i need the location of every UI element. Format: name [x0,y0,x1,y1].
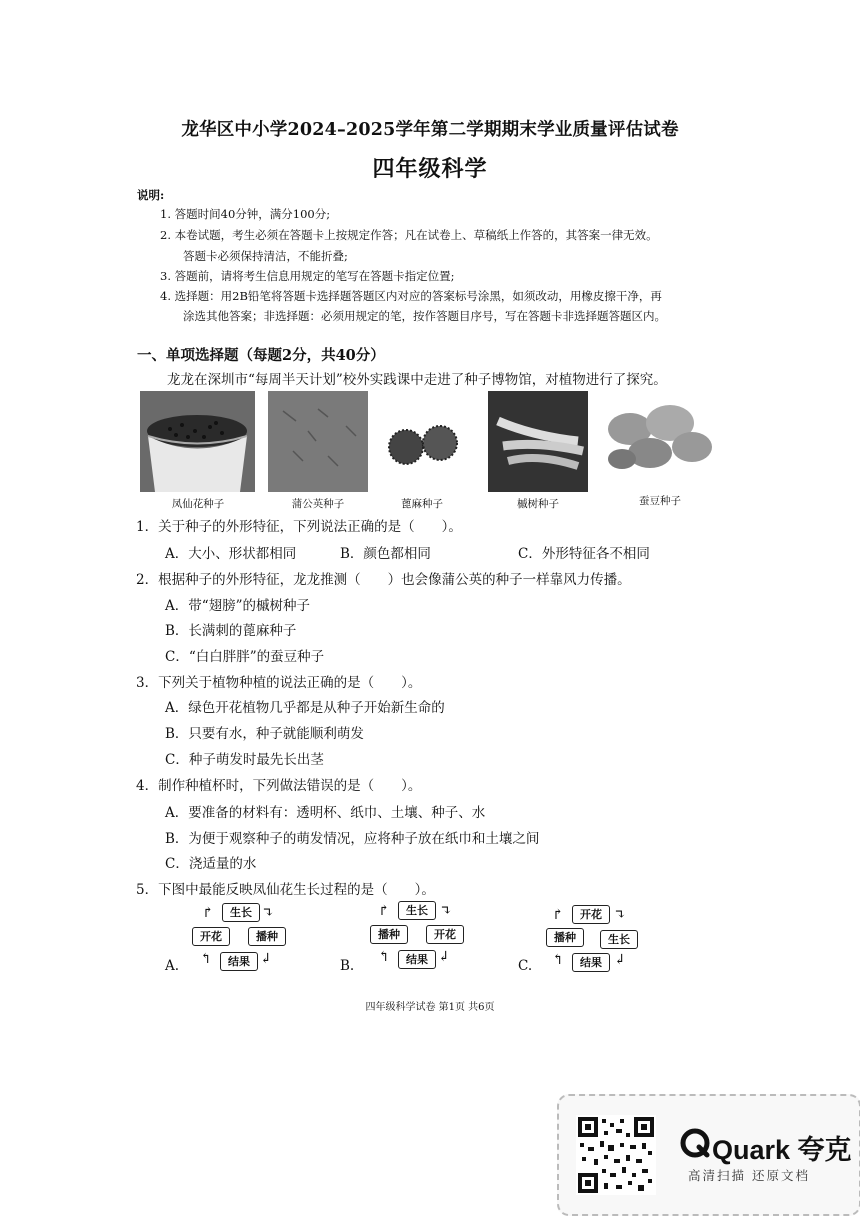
quark-brand: Quark 夸克 [712,1135,852,1165]
cycle-arrow-icon: ↴ [262,905,274,921]
quark-logo-icon [680,1128,710,1158]
cycle-stage: 生长 [600,930,638,949]
seed-caption: 槭树种子 [517,498,559,510]
answer-option: C．浇适量的水 [165,856,257,872]
instruction-item: 2. 本卷试题，考生必须在答题卡上按规定作答；凡在试卷上、草稿纸上作答的，其答案一律无效。 [160,228,658,242]
instruction-item: 3. 答题前，请将考生信息用规定的笔写在答题卡指定位置; [160,269,455,283]
quark-tagline: 高清扫描 还原文档 [688,1168,810,1183]
instruction-item: 4. 选择题：用2B铅笔将答题卡选择题答题区内对应的答案标号涂黑，如须改动，用橡皮擦干净，再 [160,289,662,303]
answer-option: C．外形特征各不相同 [518,546,650,562]
instructions-label: 说明: [137,188,165,202]
cycle-stage: 结果 [572,953,610,972]
question-stem: 4．制作种植杯时，下列做法错误的是（ ）。 [136,778,422,794]
cycle-arrow-icon: ↴ [440,903,452,919]
maple-seed-photo [488,391,588,492]
dandelion-seed-photo [268,391,368,492]
cycle-arrow-icon: ↰ [200,951,212,967]
growth-cycle-diagram-c [544,902,644,977]
question-stem: 2．根据种子的外形特征，龙龙推测（ ）也会像蒲公英的种子一样靠风力传播。 [136,572,631,588]
cycle-stage: 结果 [220,952,258,971]
answer-option: C. [518,958,533,974]
broad-bean-seed-photo [600,391,720,492]
cycle-arrow-icon: ↰ [378,949,390,965]
cycle-arrow-icon: ↱ [378,903,390,919]
answer-option: A．要准备的材料有：透明杯、纸巾、土壤、种子、水 [165,805,486,821]
cycle-stage: 播种 [248,927,286,946]
cycle-stage: 开花 [192,927,230,946]
cycle-arrow-icon: ↲ [438,949,450,965]
seed-caption: 凤仙花种子 [171,498,225,510]
cycle-stage: 播种 [370,925,408,944]
cycle-arrow-icon: ↰ [552,952,564,968]
cycle-stage: 开花 [572,905,610,924]
answer-option: B．长满刺的蓖麻种子 [165,623,297,639]
question-stem: 3．下列关于植物种植的说法正确的是（ ）。 [136,675,422,691]
cycle-stage: 生长 [398,901,436,920]
cycle-stage: 生长 [222,903,260,922]
instruction-item: 涂选其他答案；非选择题：必须用规定的笔，按作答题目序号，写在答题卡非选择题答题区内。 [183,309,666,323]
cycle-stage: 结果 [398,950,436,969]
section-intro: 龙龙在深圳市“每周半天计划”校外实践课中走进了种子博物馆，对植物进行了探究。 [167,372,667,388]
growth-cycle-diagram-a [190,900,290,975]
answer-option: A．绿色开花植物几乎都是从种子开始新生命的 [165,700,445,716]
cycle-stage: 开花 [426,925,464,944]
cycle-arrow-icon: ↱ [552,907,564,923]
seed-caption: 蒲公英种子 [291,498,345,510]
page-footer: 四年级科学试卷 第1页 共6页 [365,1002,495,1013]
growth-cycle-diagram-b [368,898,468,973]
instruction-item: 答题卡必须保持清洁，不能折叠; [183,249,348,263]
answer-option: C．“白白胖胖”的蚕豆种子 [165,649,325,665]
cycle-arrow-icon: ↴ [614,907,626,923]
castor-seed-photo [382,391,462,492]
instruction-item: 1. 答题时间40分钟，满分100分; [160,207,331,221]
section-heading: 一、单项选择题（每题2分，共40分） [137,347,385,364]
answer-option: A．大小、形状都相同 [165,546,297,562]
answer-option: A．带“翅膀”的槭树种子 [165,598,311,614]
answer-option: B. [340,958,355,974]
answer-option: B．颜色都相同 [340,546,431,562]
answer-option: B．只要有水，种子就能顺利萌发 [165,726,364,742]
seed-caption: 蓖麻种子 [401,498,443,510]
answer-option: A. [165,958,180,974]
qr-code-icon [576,1115,656,1195]
cycle-stage: 播种 [546,928,584,947]
cycle-arrow-icon: ↲ [260,951,272,967]
answer-option: C．种子萌发时最先长出茎 [165,752,324,768]
cycle-arrow-icon: ↱ [202,905,214,921]
answer-option: B．为便于观察种子的萌发情况，应将种子放在纸巾和土壤之间 [165,831,540,847]
question-stem: 1．关于种子的外形特征，下列说法正确的是（ ）。 [136,519,462,535]
cycle-arrow-icon: ↲ [614,952,626,968]
exam-title: 龙华区中小学2024–2025学年第二学期期末学业质量评估试卷 [181,120,679,140]
impatiens-seed-photo [140,391,255,492]
exam-subtitle: 四年级科学 [372,156,488,182]
seed-caption: 蚕豆种子 [639,495,681,507]
question-stem: 5．下图中最能反映凤仙花生长过程的是（ ）。 [136,882,435,898]
